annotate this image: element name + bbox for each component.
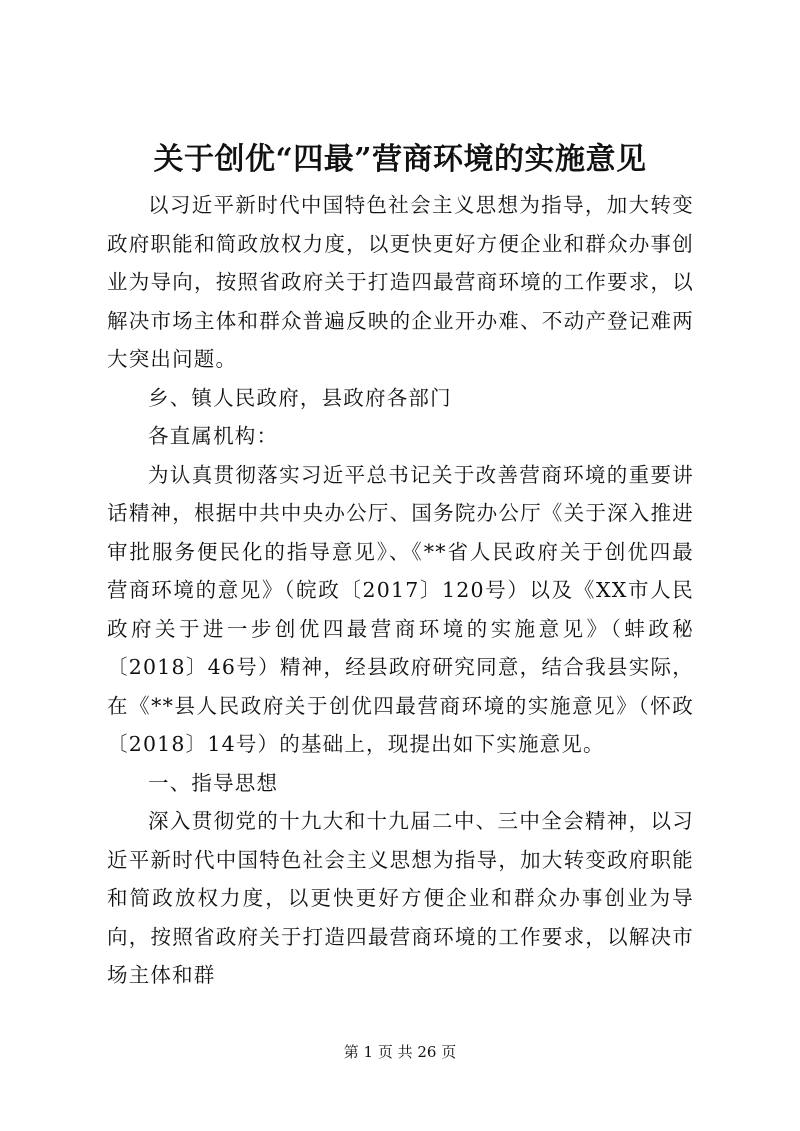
document-title: 关于创优“四最”营商环境的实施意见 — [153, 142, 647, 177]
paragraph-guiding-ideology: 深入贯彻党的十九大和十九届二中、三中全会精神，以习近平新时代中国特色社会主义思想为指导，加大转变政府职能和简政放权力度，以更快更好方便企业和群众办事创业为导向，按照省政府关于打造四最营商环境的工作要求，以解决市场主体和群 — [107, 809, 694, 987]
paragraph-background: 为认真贯彻落实习近平总书记关于改善营商环境的重要讲话精神，根据中共中央办公厅、国务院办公厅《关于深入推进审批服务便民化的指导意见》、《**省人民政府关于创优四最营商环境的意见》（皖政〔2017〕120号）以及《XX市人民政府关于进一步创优四最营商环境的实施意见》（蚌政秘〔2018〕46号）精神，经县政府研究同意，结合我县实际，在《**县人民政府关于创优四最营商环境的实施意见》（怀政〔2018〕14号）的基础上，现提出如下实施意见。 — [107, 462, 694, 756]
paragraph-intro: 以习近平新时代中国特色社会主义思想为指导，加大转变政府职能和简政放权力度，以更快更好方便企业和群众办事创业为导向，按照省政府关于打造四最营商环境的工作要求，以解决市场主体和群众普遍反映的企业开办难、不动产登记难两大突出问题。 — [107, 193, 694, 371]
paragraph-addressee-1: 乡、镇人民政府，县政府各部门 — [148, 385, 452, 410]
page-number-footer: 第 1 页 共 26 页 — [343, 1043, 457, 1061]
document-body — [107, 186, 694, 995]
paragraph-addressee-2: 各直属机构： — [148, 424, 279, 448]
section-heading-guiding-ideology: 一、指导思想 — [148, 770, 279, 795]
